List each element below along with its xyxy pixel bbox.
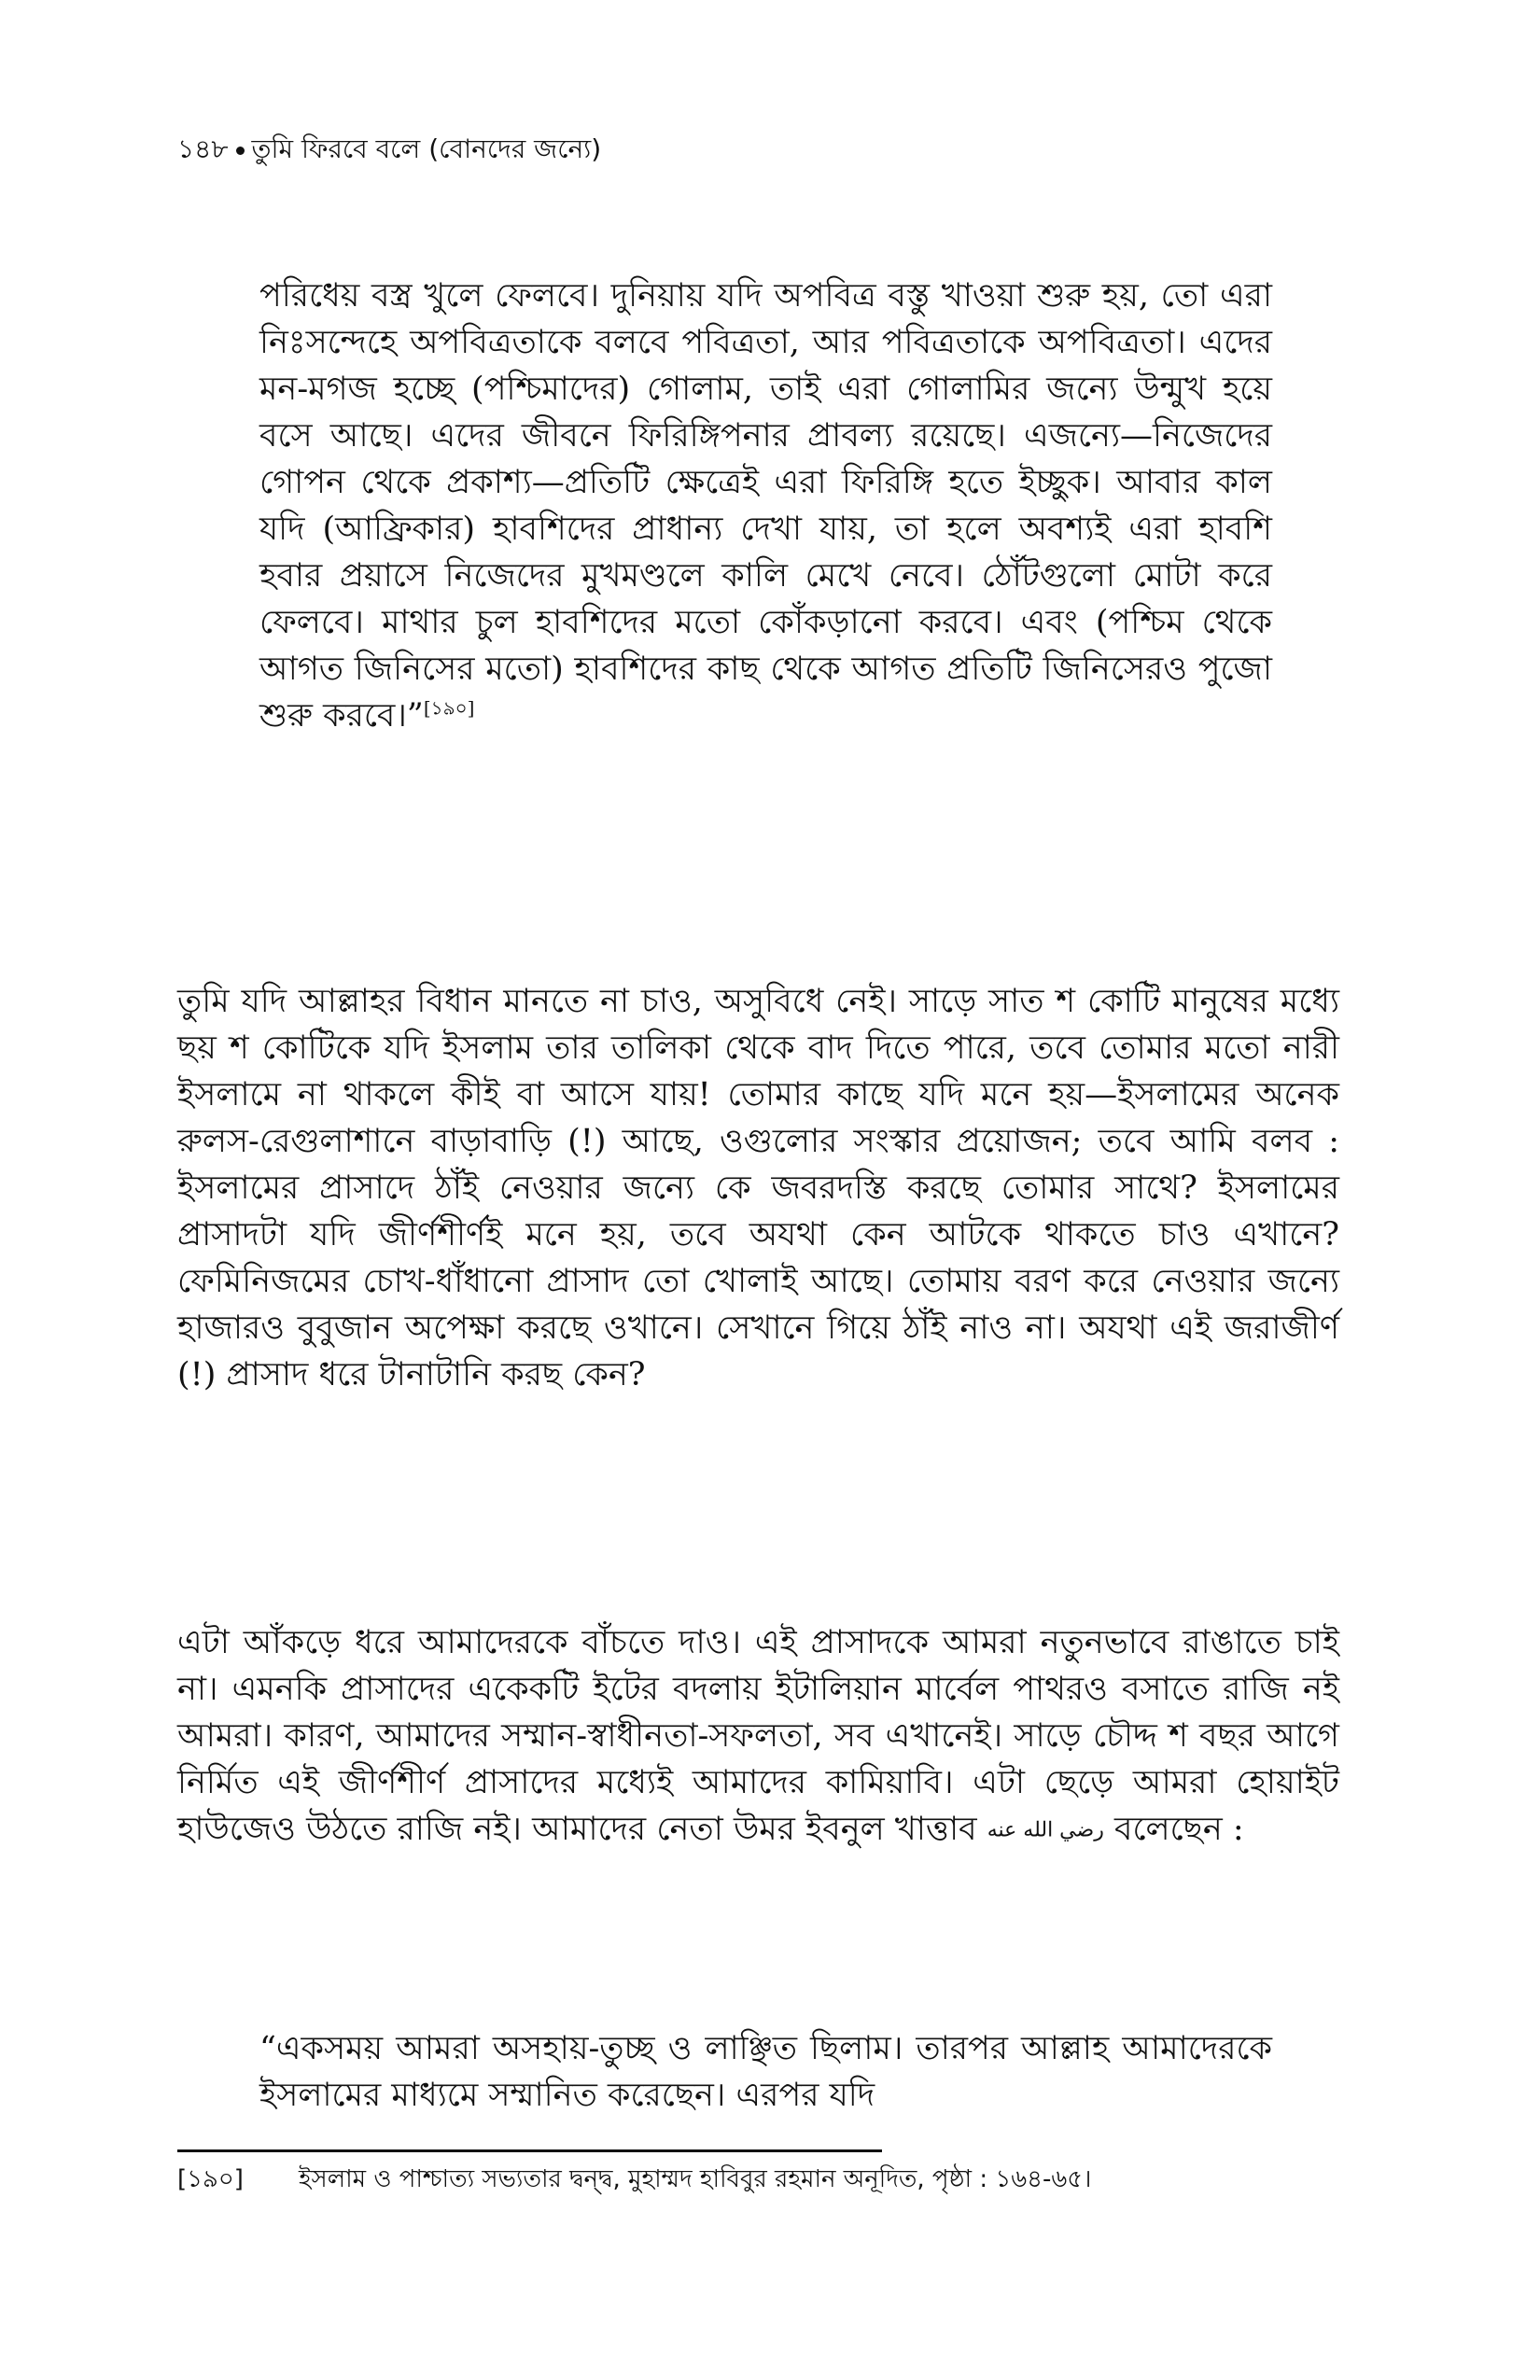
footnote-text: ইসলাম ও পাশ্চাত্য সভ্যতার দ্বন্দ্ব, মুহাম্মদ হাবিবুর রহমান অনূদিত, পৃষ্ঠা : ১৬৪-৬৫। <box>299 2165 1092 2193</box>
paragraph-text: এটা আঁকড়ে ধরে আমাদেরকে বাঁচতে দাও। এই প্রাসাদকে আমরা নতুনভাবে রাঙাতে চাই না। এমনকি প্রাসাদের একেকটি ইটের বদলায় ইটালিয়ান মার্বেল পাথরও বসাতে রাজি নই আমরা। কারণ, আমাদের সম্মান-স্বাধীনতা-সফলতা, সব এখানেই। সাড়ে চৌদ্দ শ বছর আগে নির্মিত এই জীর্ণশীর্ণ প্রাসাদের মধ্যেই আমাদের কামিয়াবি। এটা ছেড়ে আমরা হোয়াইট হাউজেও উঠতে রাজি নই। আমাদের নেতা উমর ইবনুল খাত্তাব <box>177 1624 1339 1848</box>
bullet-separator-icon <box>236 147 245 155</box>
page-number: ১৪৮ <box>177 133 229 164</box>
quote-text: পরিধেয় বস্ত্র খুলে ফেলবে। দুনিয়ায় যদি অপবিত্র বস্তু খাওয়া শুরু হয়, তো এরা নিঃসন্দেহে অপবিত্রতাকে বলবে পবিত্রতা, আর পবিত্রতাকে অপবিত্রতা। এদের মন-মগজ হচ্ছে (পশ্চিমাদের) গোলাম, তাই এরা গোলামির জন্যে উন্মুখ হয়ে বসে আছে। এদের জীবনে ফিরিঙ্গিপনার প্রাবল্য রয়েছে। এজন্যে—নিজেদের গোপন থেকে প্রকাশ্য—প্রতিটি ক্ষেত্রেই এরা ফিরিঙ্গি হতে ইচ্ছুক। আবার কাল যদি (আফ্রিকার) হাবশিদের প্রাধান্য দেখা যায়, তা হলে অবশ্যই এরা হাবশি হবার প্রয়াসে নিজেদের মুখমণ্ডলে কালি মেখে নেবে। ঠোঁটগুলো মোটা করে ফেলবে। মাথার চুল হাবশিদের মতো কোঁকড়ানো করবে। এবং (পশ্চিম থেকে আগত জিনিসের মতো) হাবশিদের কাছ থেকে আগত প্রতিটি জিনিসেরও পুজো শুরু করবে।” <box>259 277 1272 735</box>
paragraph-ending: বলেছেন : <box>1113 1811 1244 1848</box>
block-quote-continued <box>259 273 1272 739</box>
footnote-reference[interactable]: [১৯০] <box>423 696 475 720</box>
body-paragraph-1: তুমি যদি আল্লাহর বিধান মানতে না চাও, অসুবিধে নেই। সাড়ে সাত শ কোটি মানুষের মধ্যে ছয় শ কোটিকে যদি ইসলাম তার তালিকা থেকে বাদ দিতে পারে, তবে তোমার মতো নারী ইসলামে না থাকলে কীই বা আসে যায়! তোমার কাছে যদি মনে হয়—ইসলামের অনেক রুলস-রেগুলাশানে বাড়াবাড়ি (!) আছে, ওগুলোর সংস্কার প্রয়োজন; তবে আমি বলব : ইসলামের প্রাসাদে ঠাঁই নেওয়ার জন্যে কে জবরদস্তি করছে তোমার সাথে? ইসলামের প্রাসাদটা যদি জীর্ণশীর্ণই মনে হয়, তবে অযথা কেন আটকে থাকতে চাও এখানে? ফেমিনিজমের চোখ-ধাঁধানো প্রাসাদ তো খোলাই আছে। তোমায় বরণ করে নেওয়ার জন্যে হাজারও বুবুজান অপেক্ষা করছে ওখানে। সেখানে গিয়ে ঠাঁই নাও না। অযথা এই জরাজীর্ণ (!) প্রাসাদ ধরে টানাটানি করছ কেন? <box>177 983 1340 1393</box>
footnote-divider <box>177 2149 882 2152</box>
block-quote-start: “একসময় আমরা অসহায়-তুচ্ছ ও লাঞ্ছিত ছিলাম। তারপর আল্লাহ আমাদেরকে ইসলামের মাধ্যমে সম্মানিত করেছেন। এরপর যদি <box>259 2030 1272 2114</box>
running-header <box>177 131 601 168</box>
body-paragraph-2 <box>177 1619 1339 1855</box>
footnote <box>177 2162 1339 2197</box>
book-title: তুমি ফিরবে বলে (বোনদের জন্যে) <box>251 133 602 164</box>
footnote-number: [১৯০] <box>177 2165 244 2193</box>
honorific-calligraphy: رضي الله عنه <box>987 1818 1104 1842</box>
